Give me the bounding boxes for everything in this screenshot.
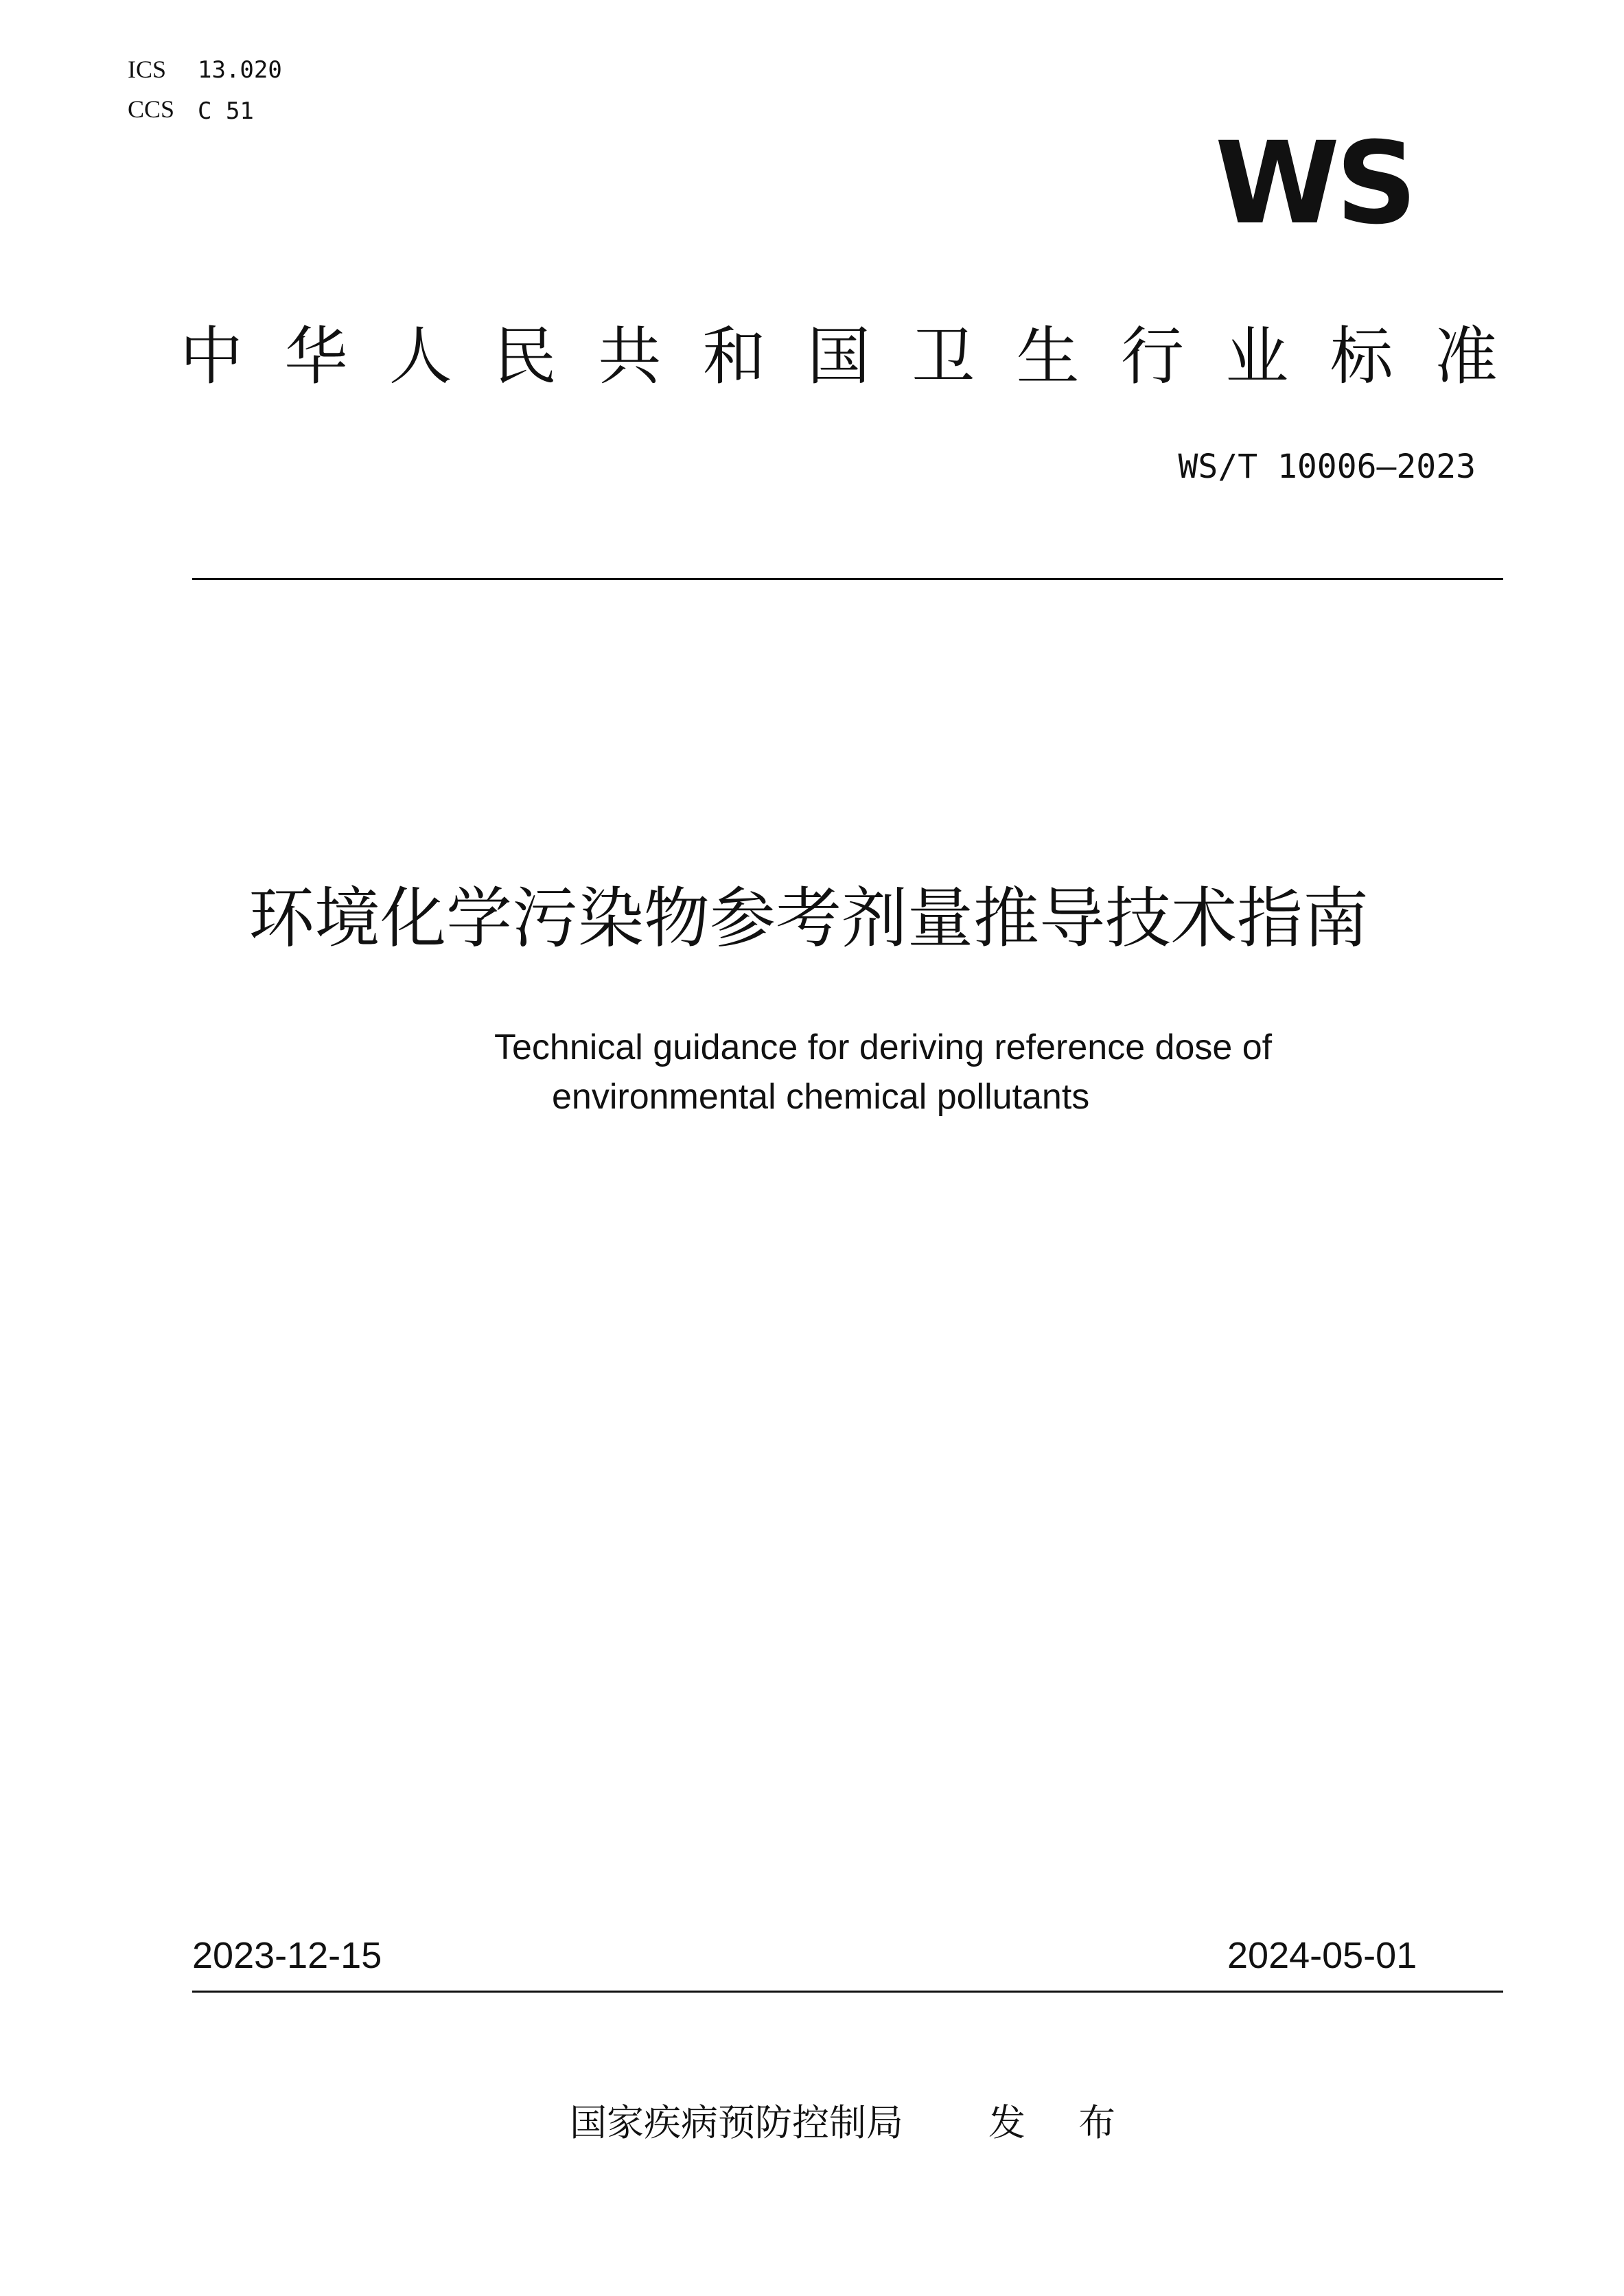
standard-type-heading xyxy=(180,312,1498,402)
ccs-value: C 51 xyxy=(198,97,254,125)
standard-type-char: 生 xyxy=(1016,320,1080,393)
standard-type-char: 行 xyxy=(1120,320,1184,393)
standard-type-char: 准 xyxy=(1434,320,1498,393)
title-english-line-2: environmental chemical pollutants xyxy=(552,1077,1090,1117)
standard-type-char: 卫 xyxy=(912,320,975,393)
standard-number: WS/T 10006—2023 xyxy=(1178,448,1476,486)
standard-type-char: 共 xyxy=(598,320,662,393)
standard-type-char: 标 xyxy=(1330,320,1393,393)
publisher: 国家疾病预防控制局 xyxy=(570,2101,903,2144)
ccs-label: CCS xyxy=(128,95,175,123)
bottom-divider xyxy=(192,1991,1503,1993)
ics-label: ICS xyxy=(128,56,167,83)
standard-type-char: 和 xyxy=(702,320,766,393)
ics-value: 13.020 xyxy=(198,56,282,84)
title-english xyxy=(343,1023,1373,1122)
standard-type-char: 国 xyxy=(807,320,870,393)
ws-logo: WS xyxy=(1215,117,1413,249)
title-chinese: 环境化学污染物参考剂量推导技术指南 xyxy=(248,880,1369,957)
standard-type-char: 人 xyxy=(388,320,452,393)
implementation-date: 2024-05-01 xyxy=(1227,1935,1417,1976)
standard-type-char: 业 xyxy=(1225,320,1289,393)
standard-type-char: 华 xyxy=(284,320,348,393)
publish-word: 发 布 xyxy=(988,2101,1137,2144)
title-english-line-1: Technical guidance for deriving reference dose of xyxy=(494,1028,1273,1067)
standard-type-char: 民 xyxy=(493,320,557,393)
top-divider xyxy=(192,578,1503,580)
standard-type-char: 中 xyxy=(180,320,244,393)
issue-date: 2023-12-15 xyxy=(192,1935,382,1976)
